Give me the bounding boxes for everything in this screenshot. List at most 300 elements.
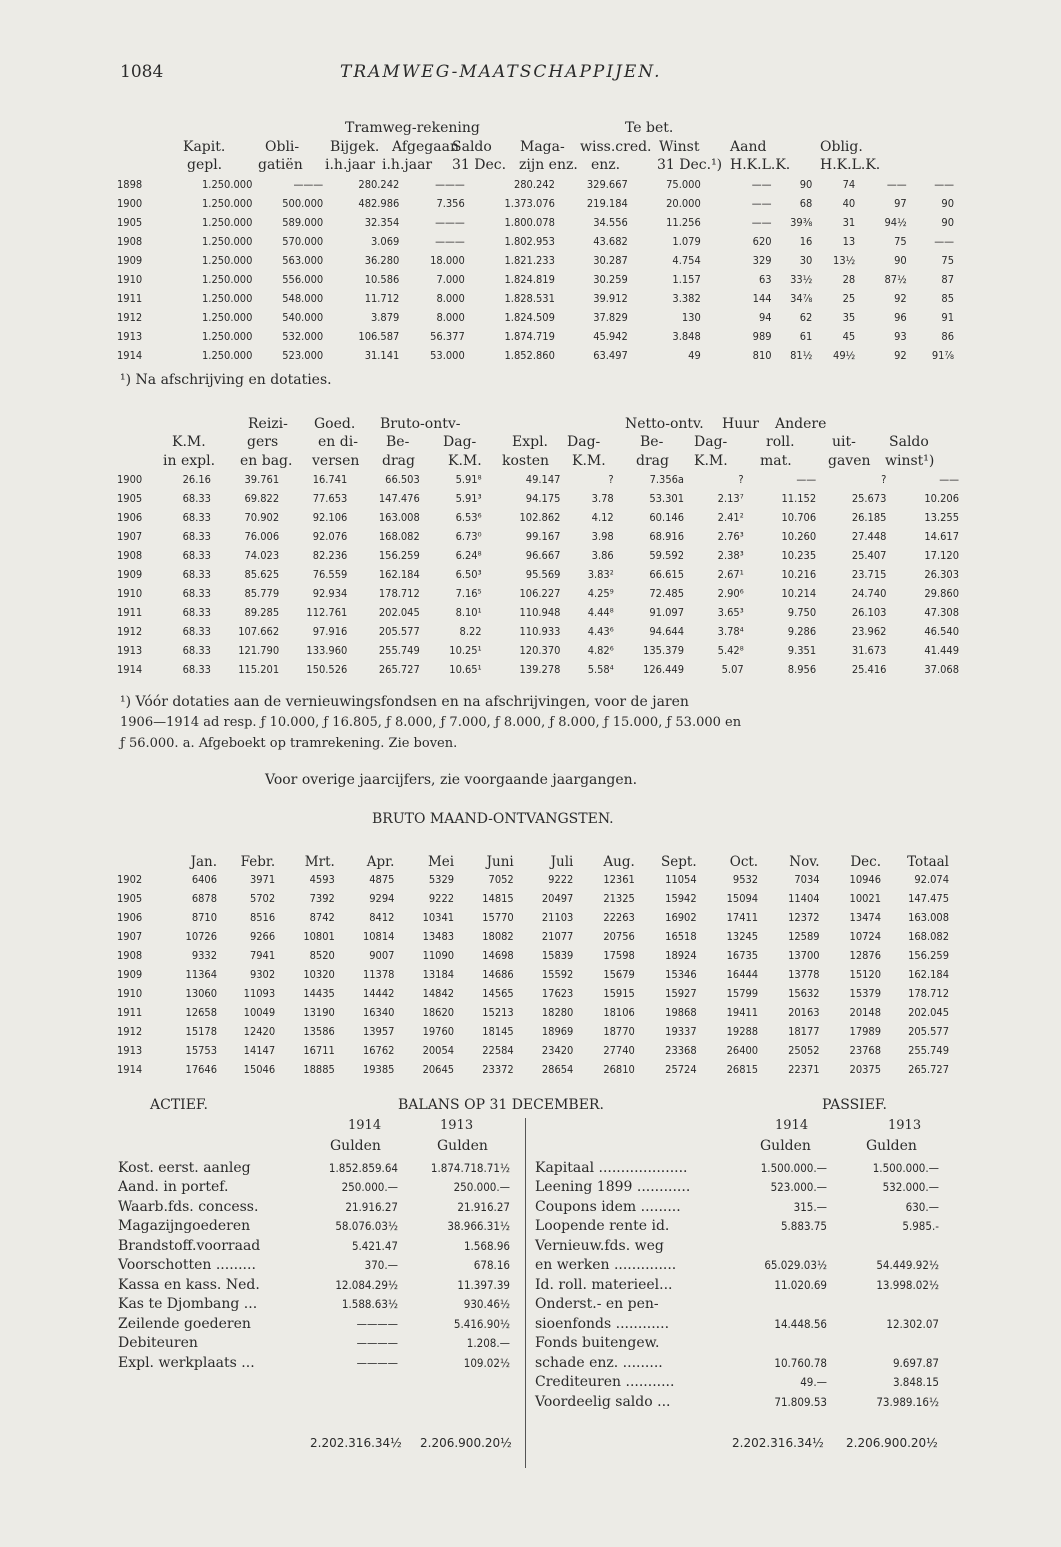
- table-cell: 19337: [665, 1025, 697, 1038]
- t1-header-cell: enz.: [591, 157, 621, 173]
- year-cell: 1906: [117, 511, 143, 524]
- actief-row: [116, 1314, 512, 1334]
- passief-value: 315.—: [793, 1199, 827, 1214]
- table-cell: 15046: [243, 1063, 276, 1076]
- table-cell: 14442: [362, 987, 395, 1000]
- table-cell: 4.25⁹: [587, 587, 614, 600]
- table-cell: 9007: [369, 949, 395, 962]
- table-cell: 68.33: [182, 549, 211, 562]
- table-cell: 2.67¹: [717, 568, 744, 581]
- table-cell: 68.33: [182, 625, 211, 638]
- table-cell: 49: [688, 349, 701, 362]
- table-cell: 5.07: [721, 663, 744, 676]
- passief-label: en werken ..............: [535, 1257, 677, 1274]
- table-row: [117, 213, 957, 232]
- table-cell: 163.008: [908, 911, 949, 924]
- table-cell: 10341: [422, 911, 455, 924]
- table-row: [117, 1041, 952, 1060]
- year-cell: 1905: [117, 492, 143, 505]
- passief-unit2: Gulden: [866, 1138, 917, 1154]
- table-cell: 5.58⁴: [587, 663, 614, 676]
- passief-value: 5.985.-: [902, 1219, 939, 1234]
- table-cell: 532.000: [282, 330, 324, 343]
- passief-value: 14.448.56: [774, 1316, 827, 1331]
- actief-row: [116, 1217, 512, 1237]
- table-cell: 13184: [422, 968, 455, 981]
- table-cell: 15346: [665, 968, 697, 981]
- passief-row: [533, 1275, 941, 1295]
- table-cell: 14815: [482, 892, 514, 905]
- t2-header-cell: mat.: [760, 453, 792, 469]
- table-cell: 10021: [849, 892, 882, 905]
- actief-row: [116, 1353, 512, 1373]
- passief-value: [725, 1236, 829, 1256]
- table-cell: 4.44⁸: [587, 606, 614, 619]
- table-cell: 20645: [422, 1063, 455, 1076]
- table-cell: 17623: [541, 987, 574, 1000]
- table-cell: 85.625: [244, 568, 280, 581]
- table-cell: 85: [941, 292, 954, 305]
- table-row: [117, 584, 962, 603]
- table-cell: 126.449: [643, 663, 684, 676]
- table-cell: 14147: [243, 1044, 276, 1057]
- table-row: [117, 270, 957, 289]
- table-cell: 45: [842, 330, 856, 343]
- actief-unit1: Gulden: [330, 1138, 381, 1154]
- t1-header-cell: Afgegaan: [392, 139, 459, 155]
- table-cell: 97.916: [312, 625, 348, 638]
- table-cell: 5329: [428, 873, 455, 886]
- table-cell: 7.356a: [649, 473, 684, 486]
- table-cell: 4.754: [672, 254, 701, 267]
- month-header: Sept.: [661, 853, 697, 870]
- passief-value: 12.302.07: [886, 1316, 939, 1331]
- total-passief-1914: 2.202.316.34½: [732, 1436, 824, 1450]
- year-cell: 1913: [117, 330, 143, 343]
- table-cell: 53.301: [649, 492, 684, 505]
- table-cell: 10.214: [781, 587, 817, 600]
- t2-header-cell: Expl.: [512, 434, 549, 450]
- table-cell: 21325: [603, 892, 635, 905]
- table-cell: 68.33: [182, 511, 211, 524]
- table-cell: 8.000: [436, 311, 465, 324]
- table-cell: 93: [894, 330, 907, 343]
- table-cell: 49.147: [525, 473, 561, 486]
- actief-label: Voorschotten .........: [118, 1257, 256, 1274]
- table-cell: 92: [894, 292, 907, 305]
- table-cell: 18177: [788, 1025, 820, 1038]
- table-cell: ——: [751, 197, 772, 210]
- table-cell: 7.000: [436, 273, 465, 286]
- table-cell: 25.407: [851, 549, 887, 562]
- passief-value: 49.—: [800, 1375, 827, 1390]
- table-cell: 16518: [665, 930, 697, 943]
- t2-header-cell: Reizi-: [248, 416, 288, 432]
- table-cell: 20.000: [666, 197, 701, 210]
- table-cell: 2.90⁶: [717, 587, 744, 600]
- actief-row: [116, 1275, 512, 1295]
- table-cell: 91⅞: [931, 349, 954, 362]
- table-cell: 34.556: [593, 216, 628, 229]
- actief-label: Kassa en kass. Ned.: [118, 1276, 260, 1293]
- table-cell: 540.000: [282, 311, 324, 324]
- table-cell: 68.33: [182, 530, 211, 543]
- table-cell: 156.259: [378, 549, 420, 562]
- year-cell: 1908: [117, 235, 143, 248]
- table-cell: 66.503: [385, 473, 420, 486]
- year-cell: 1912: [117, 1025, 143, 1038]
- passief-label: Fonds buitengew.: [535, 1335, 660, 1352]
- passief-row: [533, 1295, 941, 1315]
- table-cell: 9302: [249, 968, 276, 981]
- table-cell: 2.41²: [717, 511, 744, 524]
- actief-row: [116, 1334, 512, 1354]
- table-cell: 20756: [603, 930, 635, 943]
- table-cell: 1.250.000: [202, 235, 253, 248]
- table-cell: 11054: [665, 873, 697, 886]
- table-cell: 94½: [884, 216, 907, 229]
- table-cell: ———: [435, 216, 465, 229]
- table-cell: ——: [751, 216, 772, 229]
- month-header: Febr.: [240, 853, 276, 870]
- table-cell: 74: [842, 178, 856, 191]
- table-cell: 255.749: [378, 644, 420, 657]
- table-row: [117, 1060, 952, 1079]
- actief-value: 250.000.—: [341, 1180, 398, 1195]
- table-cell: 1.874.719: [504, 330, 555, 343]
- year-cell: 1911: [117, 1006, 143, 1019]
- year-cell: 1907: [117, 530, 143, 543]
- table-cell: 13.255: [924, 511, 959, 524]
- actief-label: Waarb.fds. concess.: [118, 1198, 259, 1215]
- table-row: [117, 965, 952, 984]
- t1-header-cell: Maga-: [520, 139, 565, 155]
- table-cell: 15799: [726, 987, 759, 1000]
- passief-value: 532.000.—: [882, 1180, 939, 1195]
- year-cell: 1905: [117, 892, 143, 905]
- t3-title: BRUTO MAAND-ONTVANGSTEN.: [372, 811, 614, 827]
- month-header: Mrt.: [304, 853, 335, 870]
- t1-header-cell: Oblig.: [820, 139, 863, 155]
- table-cell: 15094: [726, 892, 759, 905]
- table-cell: 265.727: [908, 1063, 949, 1076]
- table-cell: 6878: [191, 892, 218, 905]
- table-row: [117, 470, 962, 489]
- table-cell: 156.259: [908, 949, 949, 962]
- passief-value: 65.029.03½: [764, 1258, 827, 1273]
- table-cell: 16902: [665, 911, 697, 924]
- actief-year2: 1913: [440, 1118, 474, 1133]
- table-cell: 45.942: [593, 330, 628, 343]
- table-cell: 13: [842, 235, 856, 248]
- page-number: 1084: [120, 62, 164, 82]
- table-cell: 12420: [243, 1025, 276, 1038]
- table-cell: 23.715: [851, 568, 887, 581]
- passief-value: 71.809.53: [774, 1394, 827, 1409]
- table-cell: 115.201: [238, 663, 280, 676]
- t2-header-cell: Andere: [775, 416, 827, 432]
- table-cell: 7.356: [436, 197, 465, 210]
- month-header: Dec.: [850, 853, 882, 870]
- table-row: [117, 660, 962, 679]
- table-cell: 28: [842, 273, 856, 286]
- table-cell: ———: [435, 235, 465, 248]
- table-cell: 18770: [603, 1025, 635, 1038]
- table-cell: ?: [738, 473, 744, 486]
- actief-value: 38.966.31½: [447, 1219, 510, 1234]
- table-cell: 21103: [541, 911, 574, 924]
- table-cell: 30.259: [593, 273, 628, 286]
- table-cell: 11404: [788, 892, 820, 905]
- table-cell: 2.76³: [717, 530, 744, 543]
- table-cell: 31.673: [851, 644, 887, 657]
- table-cell: 39.761: [244, 473, 280, 486]
- table-cell: 14842: [422, 987, 455, 1000]
- table-cell: 3.98: [591, 530, 614, 543]
- year-cell: 1909: [117, 968, 143, 981]
- table-cell: 10724: [849, 930, 882, 943]
- t1-group-header: Tramweg-rekening: [345, 120, 480, 136]
- passief-row: [533, 1158, 941, 1178]
- table-cell: 90: [894, 254, 907, 267]
- table-cell: 16711: [303, 1044, 335, 1057]
- table-cell: 26.16: [182, 473, 211, 486]
- table-cell: 168.082: [908, 930, 949, 943]
- table-cell: 9.286: [787, 625, 817, 638]
- table-cell: 11364: [185, 968, 218, 981]
- table-cell: ——: [886, 178, 907, 191]
- running-head: TRAMWEG-MAATSCHAPPIJEN.: [340, 62, 662, 82]
- table-cell: 94.175: [525, 492, 561, 505]
- passief-row: [533, 1256, 941, 1276]
- table-cell: 40: [842, 197, 856, 210]
- passief-label: Id. roll. materieel...: [535, 1276, 673, 1293]
- passief-row: [533, 1236, 941, 1256]
- table-cell: 121.790: [238, 644, 280, 657]
- t2-header-cell: Be-: [640, 434, 664, 450]
- table-cell: 10.206: [924, 492, 959, 505]
- t2-footnote-1: ¹) Vóór dotaties aan de vernieuwingsfondsen en na afschrijvingen, voor de jaren: [120, 694, 689, 710]
- table-cell: 15679: [603, 968, 635, 981]
- table-cell: 97: [894, 197, 907, 210]
- year-cell: 1912: [117, 311, 143, 324]
- table-cell: 1.250.000: [202, 254, 253, 267]
- table-cell: 20375: [849, 1063, 882, 1076]
- actief-row: [116, 1158, 512, 1178]
- t3-header-row: [117, 853, 952, 870]
- table-cell: 13957: [362, 1025, 395, 1038]
- table-row: [117, 927, 952, 946]
- table-cell: 68.33: [182, 606, 211, 619]
- table-cell: ——: [934, 235, 954, 248]
- table-cell: 37.829: [593, 311, 628, 324]
- passief-value: [829, 1334, 941, 1354]
- actief-value: 21.916.27: [457, 1199, 510, 1214]
- passief-label: Leening 1899 ............: [535, 1179, 691, 1196]
- table-cell: 280.242: [513, 178, 555, 191]
- table-cell: 87: [941, 273, 954, 286]
- table-cell: 219.184: [586, 197, 628, 210]
- table-cell: 162.184: [908, 968, 949, 981]
- passief-row: [533, 1373, 941, 1393]
- table-cell: 135.379: [643, 644, 684, 657]
- t2-header-cell: K.M.: [172, 434, 206, 450]
- month-header: Nov.: [789, 853, 820, 870]
- table-cell: 26.303: [924, 568, 959, 581]
- table-cell: 12361: [603, 873, 635, 886]
- table-cell: 6406: [191, 873, 218, 886]
- table-cell: 68.33: [182, 663, 211, 676]
- table-cell: 482.986: [358, 197, 400, 210]
- table-cell: 1.250.000: [202, 311, 253, 324]
- year-cell: 1911: [117, 292, 143, 305]
- table-cell: 1.852.860: [504, 349, 555, 362]
- table-cell: 23372: [482, 1063, 514, 1076]
- table-cell: 6.50³: [455, 568, 482, 581]
- table-row: [117, 346, 957, 365]
- table-cell: 68.33: [182, 644, 211, 657]
- passief-year2: 1913: [888, 1118, 922, 1133]
- table-cell: 16735: [726, 949, 759, 962]
- t2-header-cell: Dag-: [443, 434, 477, 450]
- actief-value: 1.852.859.64: [328, 1160, 398, 1175]
- table-cell: 22584: [482, 1044, 514, 1057]
- t1-header-cell: H.K.L.K.: [820, 157, 881, 173]
- actief-label: Aand. in portef.: [118, 1179, 229, 1196]
- table-cell: 23768: [849, 1044, 882, 1057]
- table-cell: 14565: [482, 987, 514, 1000]
- table-cell: 4.43⁶: [587, 625, 614, 638]
- actief-list: [116, 1158, 512, 1373]
- table-cell: 7034: [794, 873, 820, 886]
- table-cell: 8516: [249, 911, 276, 924]
- table-cell: 329: [752, 254, 772, 267]
- table-cell: 11.712: [364, 292, 400, 305]
- t1-header-cell: Kapit.: [183, 139, 226, 155]
- table-cell: 11.152: [781, 492, 817, 505]
- t2-header-cell: en di-: [318, 434, 358, 450]
- passief-value: 54.449.92½: [876, 1258, 939, 1273]
- table-cell: 3.86: [591, 549, 614, 562]
- actief-row: [116, 1236, 512, 1256]
- table-cell: ?: [881, 473, 887, 486]
- table-cell: 10.25¹: [449, 644, 482, 657]
- actief-unit2: Gulden: [437, 1138, 488, 1154]
- passief-label: Crediteuren ...........: [535, 1374, 675, 1391]
- passief-value: 5.883.75: [780, 1219, 827, 1234]
- actief-label: Magazijngoederen: [118, 1218, 251, 1235]
- t2-header-cell: Dag-: [694, 434, 728, 450]
- t2-header-cell: K.M.: [572, 453, 606, 469]
- table-cell: 26400: [726, 1044, 759, 1057]
- table-cell: 178.712: [908, 987, 949, 1000]
- table-cell: 9294: [369, 892, 395, 905]
- maand-ontvangsten-table: [117, 853, 952, 1079]
- t1-header-cell: Aand: [730, 139, 767, 155]
- table-cell: 1.250.000: [202, 292, 253, 305]
- table-cell: 620: [752, 235, 772, 248]
- table-cell: 26.103: [851, 606, 887, 619]
- table-row: [117, 641, 962, 660]
- t1-header-cell: i.h.jaar: [325, 157, 376, 173]
- actief-row: [116, 1295, 512, 1315]
- actief-value: 1.874.718.71½: [430, 1160, 510, 1175]
- table-cell: 3.879: [371, 311, 400, 324]
- table-cell: 15213: [482, 1006, 514, 1019]
- table-cell: 6.73⁰: [455, 530, 482, 543]
- table-cell: 68.33: [182, 568, 211, 581]
- table-cell: 15120: [849, 968, 882, 981]
- table-cell: 13474: [849, 911, 882, 924]
- table-cell: 144: [752, 292, 772, 305]
- table-cell: 74.023: [244, 549, 280, 562]
- total-actief-1914: 2.202.316.34½: [310, 1436, 402, 1450]
- table-cell: 112.761: [306, 606, 348, 619]
- table-cell: 3.78⁴: [717, 625, 744, 638]
- passief-label: schade enz. .........: [535, 1354, 663, 1371]
- table-cell: 17646: [185, 1063, 218, 1076]
- table-cell: 5702: [249, 892, 276, 905]
- table-cell: 10726: [185, 930, 218, 943]
- table-cell: 15632: [788, 987, 820, 1000]
- table-cell: 106.587: [358, 330, 400, 343]
- table-cell: 96: [894, 311, 907, 324]
- table-cell: ——: [796, 473, 817, 486]
- t2-header-cell: Goed.: [314, 416, 356, 432]
- table-cell: 36.280: [364, 254, 400, 267]
- table-cell: 95.569: [525, 568, 561, 581]
- table-cell: 548.000: [282, 292, 324, 305]
- table-cell: 39.912: [593, 292, 628, 305]
- t1-header-cell: gepl.: [187, 157, 223, 173]
- table-cell: 56.377: [430, 330, 465, 343]
- table-cell: 29.860: [924, 587, 959, 600]
- t2-header-cell: Bruto-ontv-: [380, 416, 461, 432]
- table-cell: 15592: [541, 968, 574, 981]
- passief-row: [533, 1217, 941, 1237]
- table-row: [117, 870, 952, 889]
- t1-header-cell: Saldo: [452, 139, 492, 155]
- year-cell: 1907: [117, 930, 143, 943]
- table-cell: 1.800.078: [504, 216, 555, 229]
- table-cell: 4.12: [591, 511, 614, 524]
- t2-header-cell: gers: [247, 434, 279, 450]
- table-cell: 70.902: [244, 511, 280, 524]
- table-cell: 13060: [185, 987, 218, 1000]
- actief-value: 109.02½: [463, 1355, 510, 1370]
- table-cell: 20163: [788, 1006, 820, 1019]
- table-row: [117, 1022, 952, 1041]
- table-cell: 556.000: [282, 273, 324, 286]
- year-cell: 1906: [117, 911, 143, 924]
- year-cell: 1914: [117, 663, 143, 676]
- table-cell: 1.079: [672, 235, 701, 248]
- table-cell: 9.351: [787, 644, 817, 657]
- month-header: Juni: [486, 853, 514, 870]
- balans-title: BALANS OP 31 DECEMBER.: [398, 1097, 604, 1113]
- table-cell: 17598: [603, 949, 635, 962]
- actief-value: 5.416.90½: [453, 1316, 510, 1331]
- table-cell: 99.167: [525, 530, 561, 543]
- table-row: [117, 889, 952, 908]
- table-cell: 30.287: [593, 254, 628, 267]
- table-cell: 24.740: [851, 587, 887, 600]
- table-cell: 53.000: [430, 349, 465, 362]
- table-cell: 202.045: [908, 1006, 949, 1019]
- passief-value: 1.500.000.—: [872, 1160, 939, 1175]
- table-cell: 75.000: [666, 178, 701, 191]
- table-cell: 34⅞: [790, 292, 813, 305]
